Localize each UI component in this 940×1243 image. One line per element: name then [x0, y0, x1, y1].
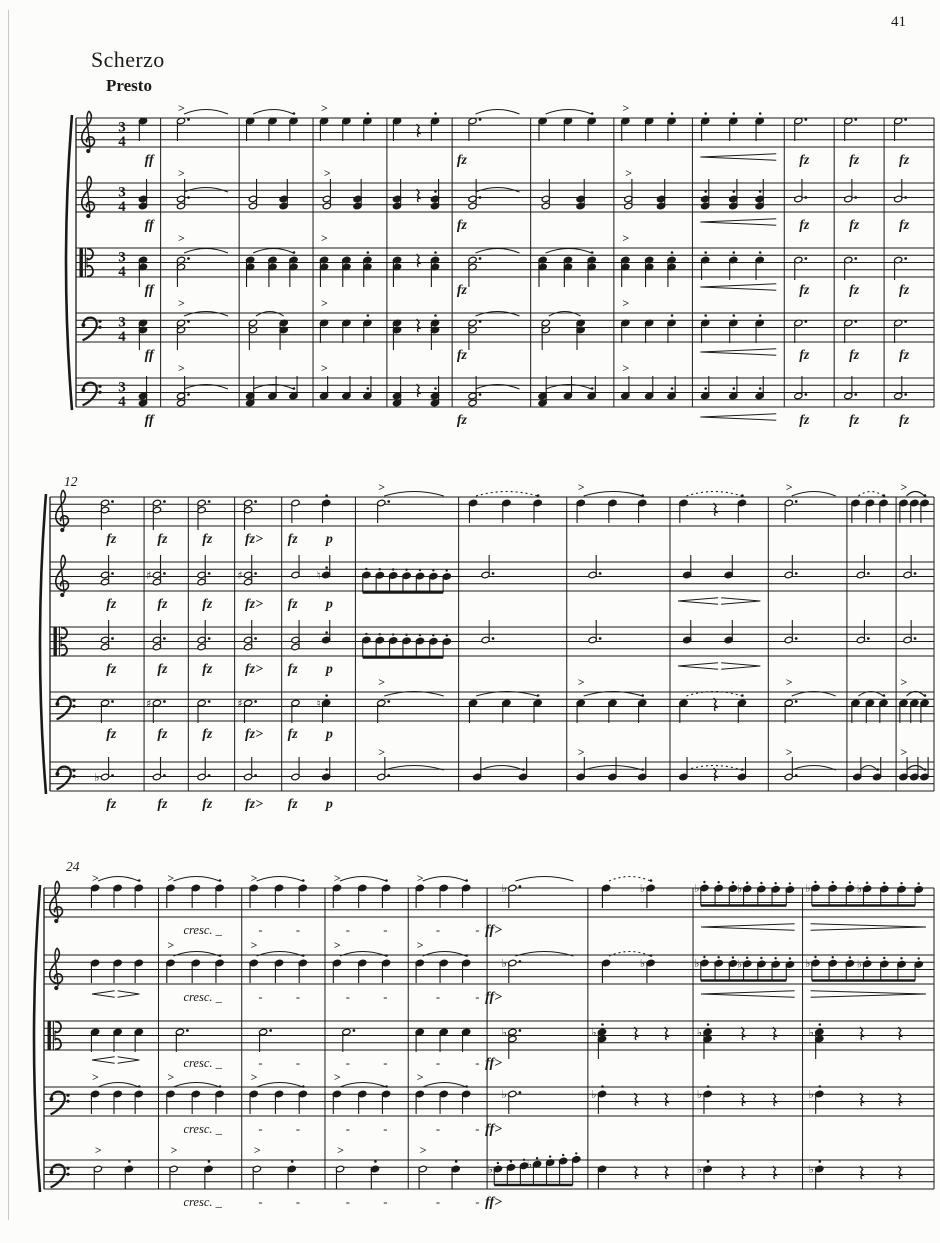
dynamic-marking: fz — [287, 662, 298, 677]
dynamic-marking: - — [295, 1195, 301, 1209]
accent-mark: > — [625, 166, 633, 180]
dynamic-marking: - — [475, 923, 480, 937]
dynamic-marking: - — [383, 990, 388, 1004]
dynamic-marking: fz — [202, 532, 213, 547]
quarter-rest — [665, 1027, 668, 1040]
system-brace — [66, 115, 72, 410]
slur — [340, 877, 386, 882]
accent-mark: > — [378, 675, 386, 689]
measure-number-24: 24 — [66, 859, 80, 874]
accent-mark: > — [416, 938, 424, 952]
dynamic-marking: fz — [899, 153, 910, 168]
accent-mark: > — [94, 1143, 102, 1157]
svg-text:♯: ♯ — [146, 696, 152, 710]
dynamic-marking: p — [325, 727, 333, 742]
staff-1-4 — [76, 296, 934, 363]
staff-1-5 — [76, 361, 934, 428]
accent-mark: > — [170, 1143, 178, 1157]
dynamic-marking: fz — [287, 597, 298, 612]
quarter-rest — [898, 1027, 901, 1040]
accent-mark: > — [785, 745, 793, 759]
slur — [257, 877, 303, 882]
quarter-rest — [714, 503, 717, 516]
svg-text:♯: ♯ — [146, 568, 152, 582]
quarter-rest — [741, 1166, 744, 1179]
dynamic-marking: cresc. _ — [183, 1056, 222, 1070]
hairpin-dim — [811, 924, 926, 930]
accent-mark: > — [178, 231, 185, 245]
dynamic-marking: fz — [849, 153, 860, 168]
dynamic-marking: fz — [849, 218, 860, 233]
accent-mark: > — [321, 231, 328, 245]
dynamic-marking: - — [475, 1122, 480, 1136]
dynamic-marking: cresc. _ — [183, 1195, 222, 1209]
svg-text:♯: ♯ — [237, 696, 243, 710]
slur — [546, 110, 592, 115]
accent-mark: > — [253, 1143, 261, 1157]
slur — [184, 188, 228, 193]
dynamic-marking: fz — [799, 348, 810, 363]
svg-text:♭: ♭ — [639, 956, 646, 970]
dynamic-marking: ff — [144, 283, 154, 298]
svg-text:♭: ♭ — [694, 881, 700, 895]
dynamic-marking: fz — [157, 662, 168, 677]
dynamic-marking: fz — [106, 727, 117, 742]
slur — [686, 492, 741, 497]
svg-text:♭: ♭ — [487, 1162, 493, 1176]
accent-mark: > — [577, 675, 585, 689]
hairpin-cresc — [700, 284, 776, 290]
quarter-rest — [860, 1027, 863, 1040]
dynamic-marking: fz — [157, 532, 168, 547]
quarter-rest — [634, 1093, 637, 1106]
slur — [476, 249, 520, 254]
dynamic-marking: fz> — [244, 727, 264, 742]
dynamic-marking: - — [258, 1195, 263, 1209]
accent-mark: > — [785, 480, 793, 494]
dynamic-marking: fz> — [244, 797, 264, 812]
system-3 — [34, 871, 934, 1210]
slur — [546, 249, 592, 254]
dynamic-marking: p — [325, 662, 333, 677]
dynamic-marking: - — [345, 1056, 350, 1070]
quarter-rest — [741, 1093, 744, 1106]
dynamic-marking: fz — [849, 283, 860, 298]
staff-2-1 — [50, 480, 934, 547]
bass-clef-icon — [81, 318, 101, 341]
dynamic-marking: fz> — [244, 662, 264, 677]
svg-text:♭: ♭ — [808, 1162, 814, 1176]
dynamic-marking: fz — [106, 597, 117, 612]
quarter-rest — [773, 1166, 776, 1179]
accent-mark: > — [321, 101, 328, 115]
slur — [253, 110, 293, 115]
hairpin-dim — [811, 991, 926, 997]
dynamic-marking: - — [258, 923, 263, 937]
slur — [476, 188, 520, 193]
svg-text:♭: ♭ — [856, 882, 863, 896]
accent-mark: > — [900, 675, 908, 689]
bass-clef-icon — [49, 1165, 69, 1188]
dynamic-marking: - — [295, 1122, 301, 1136]
slur — [173, 877, 219, 882]
dynamic-marking: ff — [144, 153, 154, 168]
time-signature-numerator: 3 — [118, 379, 126, 396]
accent-mark: > — [419, 1143, 427, 1157]
accent-mark: > — [250, 1070, 258, 1084]
quarter-rest — [714, 768, 717, 781]
slur — [423, 877, 466, 882]
accent-mark: > — [622, 361, 630, 375]
accent-mark: > — [167, 938, 175, 952]
quarter-rest — [417, 384, 420, 397]
quarter-rest — [860, 1093, 863, 1106]
quarter-rest — [898, 1166, 901, 1179]
quarter-rest — [860, 1166, 863, 1179]
slur — [184, 312, 228, 317]
accent-mark: > — [622, 296, 630, 310]
dynamic-marking: fz — [106, 662, 117, 677]
accent-mark: > — [167, 1070, 175, 1084]
time-signature-numerator: 3 — [118, 249, 126, 266]
quarter-rest — [634, 1166, 637, 1179]
svg-text:♭: ♭ — [501, 1025, 507, 1039]
quarter-rest — [741, 1027, 744, 1040]
system-2 — [40, 480, 934, 812]
svg-text:♭: ♭ — [526, 1158, 533, 1171]
time-signature-numerator: 3 — [118, 119, 126, 136]
svg-text:♭: ♭ — [808, 1087, 814, 1101]
svg-text:♭: ♭ — [94, 770, 100, 784]
dynamic-marking: fz — [157, 597, 168, 612]
svg-text:♮: ♮ — [316, 696, 321, 710]
system-1 — [66, 101, 934, 428]
slur — [858, 492, 883, 497]
dynamic-marking: fz — [456, 218, 467, 233]
bass-clef-icon — [55, 697, 75, 720]
hairpin-crescdim — [678, 663, 760, 669]
dynamic-marking: fz — [456, 283, 467, 298]
dynamic-marking: - — [258, 1122, 263, 1136]
staff-2-2 — [50, 555, 934, 612]
accent-mark: > — [333, 871, 341, 885]
svg-text:♭: ♭ — [696, 1087, 703, 1101]
time-signature-numerator: 3 — [118, 184, 126, 201]
dynamic-marking: fz> — [244, 597, 264, 612]
dynamic-marking: fz — [799, 283, 810, 298]
dynamic-marking: fz — [287, 532, 298, 547]
accent-mark: > — [178, 296, 185, 310]
slur — [906, 492, 924, 497]
hairpin-cresc — [701, 924, 795, 930]
accent-mark: > — [622, 101, 630, 115]
quarter-rest — [714, 698, 717, 711]
dynamic-marking: fz — [157, 727, 168, 742]
quarter-rest — [634, 1027, 637, 1040]
dynamic-marking: fz — [799, 153, 810, 168]
slur — [384, 492, 444, 497]
dynamic-marking: ff> — [485, 1122, 503, 1137]
slur — [476, 110, 520, 115]
dynamic-marking: fz — [202, 797, 213, 812]
slur — [476, 492, 538, 497]
dynamic-marking: - — [383, 923, 388, 937]
dynamic-marking: p — [325, 597, 333, 612]
accent-mark: > — [416, 871, 424, 885]
staff-1-2 — [76, 166, 934, 233]
dynamic-marking: - — [345, 923, 350, 937]
hairpin-cresc — [700, 414, 776, 420]
dynamic-marking: fz> — [244, 532, 264, 547]
quarter-rest — [417, 189, 420, 202]
slur — [98, 877, 139, 882]
dynamic-marking: - — [383, 1195, 388, 1209]
slur — [423, 1083, 466, 1088]
accent-mark: > — [321, 296, 328, 310]
staff-2-5 — [50, 745, 934, 812]
dynamic-marking: fz — [202, 597, 213, 612]
svg-text:♯: ♯ — [237, 568, 243, 582]
dynamic-marking: fz — [202, 662, 213, 677]
quarter-rest — [417, 124, 420, 137]
bass-clef-icon — [55, 767, 75, 790]
staff-1-3 — [76, 231, 934, 298]
accent-mark: > — [321, 361, 328, 375]
time-signature-denominator: 4 — [118, 199, 126, 215]
staff-1-1 — [76, 101, 934, 168]
staff-3-1 — [44, 871, 934, 938]
accent-mark: > — [622, 231, 630, 245]
slur — [184, 110, 228, 115]
accent-mark: > — [92, 1070, 99, 1084]
dynamic-marking: cresc. _ — [183, 1122, 222, 1136]
hairpin-crescdim — [92, 1057, 139, 1063]
dynamic-marking: - — [258, 990, 263, 1004]
dynamic-marking: - — [435, 1056, 441, 1070]
time-signature-denominator: 4 — [118, 264, 126, 280]
accent-mark: > — [378, 745, 386, 759]
svg-text:♭: ♭ — [501, 1087, 507, 1101]
dynamic-marking: ff — [144, 348, 154, 363]
dynamic-marking: fz — [202, 727, 213, 742]
dynamic-marking: fz — [899, 348, 910, 363]
dynamic-marking: fz — [849, 348, 860, 363]
time-signature-numerator: 3 — [118, 314, 126, 331]
dynamic-marking: fz — [106, 797, 117, 812]
hairpin-crescdim — [678, 598, 760, 604]
quarter-rest — [773, 1027, 776, 1040]
time-signature-denominator: 4 — [118, 134, 126, 150]
hairpin-cresc — [700, 349, 776, 355]
dynamic-marking: p — [325, 797, 333, 812]
dynamic-marking: - — [435, 923, 441, 937]
accent-mark: > — [900, 480, 908, 494]
accent-mark: > — [337, 1143, 344, 1157]
accent-mark: > — [785, 675, 793, 689]
quarter-rest — [773, 1093, 776, 1106]
accent-mark: > — [323, 166, 331, 180]
slur — [256, 312, 284, 317]
dynamic-marking: - — [435, 1195, 441, 1209]
page-number: 41 — [891, 14, 906, 30]
dynamic-marking: fz — [899, 283, 910, 298]
staff-3-5 — [44, 1143, 934, 1210]
slur — [584, 492, 643, 497]
quarter-rest — [665, 1166, 668, 1179]
tempo-marking: Presto — [106, 76, 152, 95]
dynamic-marking: ff> — [485, 990, 503, 1005]
slur — [549, 312, 581, 317]
accent-mark: > — [178, 101, 185, 115]
system-brace — [40, 494, 46, 794]
staff-3-2 — [44, 938, 934, 1005]
dynamic-marking: fz — [456, 413, 467, 428]
time-signature-denominator: 4 — [118, 394, 126, 410]
dynamic-marking: ff> — [485, 923, 503, 938]
time-signature-denominator: 4 — [118, 329, 126, 345]
dynamic-marking: - — [435, 990, 441, 1004]
dynamic-marking: - — [345, 1122, 350, 1136]
staff-3-3 — [44, 1021, 934, 1071]
dynamic-marking: - — [345, 1195, 350, 1209]
svg-text:♭: ♭ — [696, 1025, 703, 1039]
dynamic-marking: fz — [899, 218, 910, 233]
dynamic-marking: fz — [799, 218, 810, 233]
svg-text:♭: ♭ — [694, 956, 700, 970]
dynamic-marking: fz — [849, 413, 860, 428]
slur — [257, 1083, 303, 1088]
dynamic-marking: fz — [157, 797, 168, 812]
hairpin-cresc — [700, 154, 776, 160]
hairpin-cresc — [701, 991, 795, 997]
dynamic-marking: fz — [899, 413, 910, 428]
dynamic-marking: fz — [287, 797, 298, 812]
movement-title: Scherzo — [91, 47, 165, 72]
svg-text:♭: ♭ — [639, 881, 646, 895]
svg-text:♭: ♭ — [808, 1025, 814, 1039]
svg-text:♭: ♭ — [736, 882, 743, 896]
svg-text:♭: ♭ — [591, 1025, 597, 1039]
svg-text:♭: ♭ — [591, 1087, 597, 1101]
accent-mark: > — [92, 871, 99, 885]
svg-text:♭: ♭ — [501, 956, 507, 970]
svg-text:♭: ♭ — [501, 881, 507, 895]
dynamic-marking: cresc. _ — [183, 923, 222, 937]
dynamic-marking: - — [383, 1056, 388, 1070]
hairpin-cresc — [700, 219, 776, 225]
dynamic-marking: fz — [456, 348, 467, 363]
dynamic-marking: - — [475, 990, 480, 1004]
accent-mark: > — [577, 745, 585, 759]
accent-mark: > — [167, 871, 175, 885]
dynamic-marking: ff — [144, 218, 154, 233]
dynamic-marking: - — [295, 990, 301, 1004]
bass-clef-icon — [81, 383, 101, 406]
slur — [173, 1083, 219, 1088]
staff-2-4 — [50, 675, 934, 742]
accent-mark: > — [178, 166, 185, 180]
slur — [253, 249, 293, 254]
dynamic-marking: cresc. _ — [183, 990, 222, 1004]
bass-clef-icon — [49, 1092, 69, 1115]
dynamic-marking: fz — [799, 413, 810, 428]
svg-text:♭: ♭ — [696, 1162, 703, 1176]
measure-number-12: 12 — [64, 474, 78, 489]
svg-text:♭: ♭ — [736, 957, 743, 971]
slur — [476, 312, 520, 317]
svg-text:♮: ♮ — [316, 568, 321, 582]
dynamic-marking: - — [345, 990, 350, 1004]
quarter-rest — [417, 254, 420, 267]
dynamic-marking: fz — [456, 153, 467, 168]
staff-3-4 — [44, 1070, 934, 1137]
dynamic-marking: - — [475, 1195, 480, 1209]
slur — [515, 877, 573, 882]
slur — [184, 249, 228, 254]
slur — [340, 1083, 386, 1088]
quarter-rest — [898, 1093, 901, 1106]
hairpin-crescdim — [92, 991, 139, 997]
svg-text:♭: ♭ — [805, 956, 811, 970]
dynamic-marking: - — [295, 923, 301, 937]
accent-mark: > — [416, 1070, 424, 1084]
dynamic-marking: - — [435, 1122, 441, 1136]
accent-mark: > — [178, 361, 185, 375]
system-brace — [34, 885, 40, 1192]
accent-mark: > — [250, 938, 258, 952]
slur — [98, 1083, 139, 1088]
slur — [792, 492, 836, 497]
slur — [609, 877, 651, 882]
accent-mark: > — [900, 745, 908, 759]
dynamic-marking: fz — [287, 727, 298, 742]
dynamic-marking: ff — [144, 413, 154, 428]
accent-mark: > — [577, 480, 585, 494]
dynamic-marking: - — [295, 1056, 301, 1070]
dynamic-marking: ff> — [485, 1195, 503, 1210]
quarter-rest — [665, 1093, 668, 1106]
accent-mark: > — [378, 480, 386, 494]
dynamic-marking: - — [475, 1056, 480, 1070]
accent-mark: > — [333, 1070, 341, 1084]
dynamic-marking: - — [383, 1122, 388, 1136]
dynamic-marking: - — [258, 1056, 263, 1070]
dynamic-marking: ff> — [485, 1056, 503, 1071]
quarter-rest — [417, 319, 420, 332]
accent-mark: > — [333, 938, 341, 952]
svg-text:♭: ♭ — [805, 881, 811, 895]
dynamic-marking: p — [325, 532, 333, 547]
accent-mark: > — [250, 871, 258, 885]
svg-text:♭: ♭ — [856, 957, 863, 971]
staff-2-3 — [50, 620, 934, 677]
dynamic-marking: fz — [106, 532, 117, 547]
